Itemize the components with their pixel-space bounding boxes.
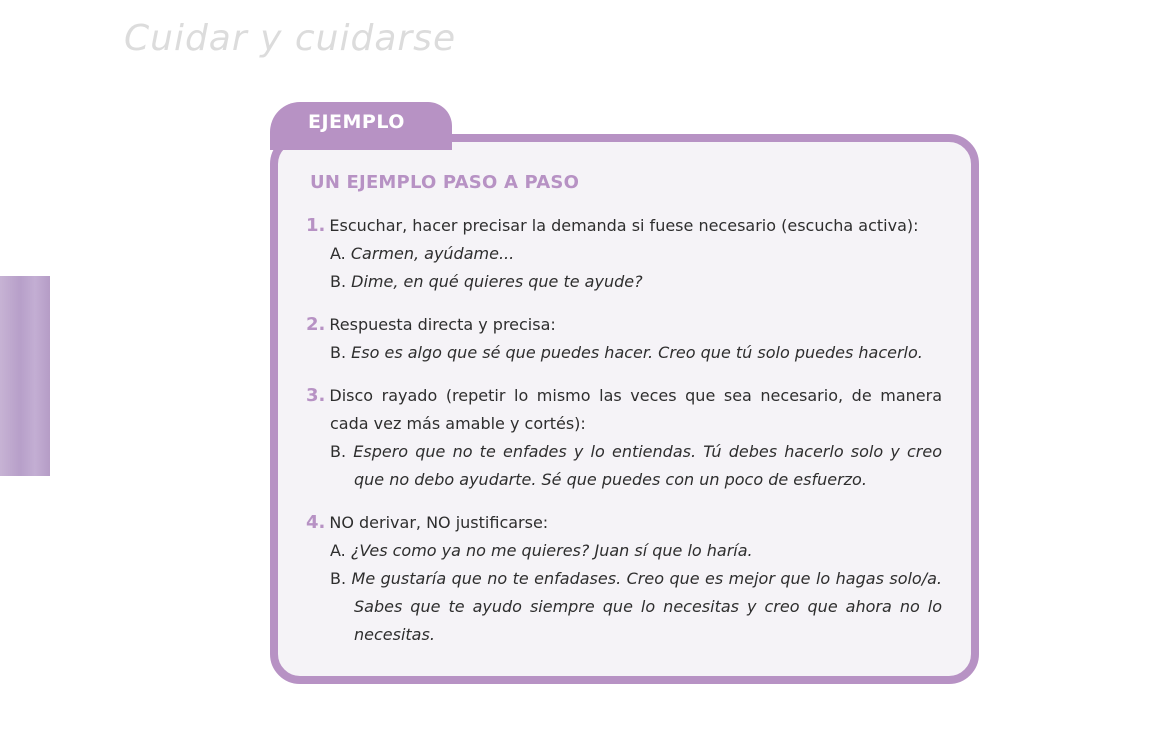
speaker-label: B. bbox=[330, 272, 347, 291]
dialog-text: ¿Ves como ya no me quieres? Juan sí que lo haría. bbox=[350, 541, 753, 560]
step-number: 4. bbox=[306, 512, 326, 533]
dialog-line bbox=[306, 438, 942, 494]
step-item bbox=[306, 382, 942, 494]
step-title: Respuesta directa y precisa: bbox=[329, 315, 556, 334]
dialog-line bbox=[306, 339, 942, 367]
side-page-tab bbox=[0, 276, 50, 664]
dialog-text: Me gustaría que no te enfadases. Creo que es mejor que lo hagas solo/a. Sabes que te ayudo siempre que lo necesitas y creo que ahora no lo necesitas. bbox=[351, 569, 942, 644]
dialog-line bbox=[306, 537, 942, 565]
dialog-text: Carmen, ayúdame... bbox=[350, 244, 515, 263]
dialog-text: Dime, en qué quieres que te ayude? bbox=[351, 272, 643, 291]
page-number: 182 bbox=[10, 646, 39, 664]
dialog-line bbox=[306, 240, 942, 268]
dialog-line bbox=[306, 268, 942, 296]
speaker-label: B. bbox=[330, 442, 347, 461]
step-item bbox=[306, 311, 942, 367]
page-header-title: Cuidar y cuidarse bbox=[124, 18, 457, 59]
dialog-text: Eso es algo que sé que puedes hacer. Creo que tú solo puedes hacerlo. bbox=[351, 343, 923, 362]
step-title: NO derivar, NO justificarse: bbox=[329, 513, 549, 532]
dialog-text: Espero que no te enfades y lo entiendas. Tú debes hacerlo solo y creo que no debo ayudarte. Sé que puedes con un poco de esfuerzo. bbox=[353, 442, 942, 489]
step-title: Escuchar, hacer precisar la demanda si fuese necesario (escucha activa): bbox=[329, 216, 919, 235]
step-title: Disco rayado (repetir lo mismo las veces que sea necesario, de manera cada vez más amable y cortés): bbox=[329, 386, 942, 433]
speaker-label: B. bbox=[330, 569, 347, 588]
example-heading: UN EJEMPLO PASO A PASO bbox=[310, 172, 580, 193]
step-number: 3. bbox=[306, 385, 326, 406]
step-number: 2. bbox=[306, 314, 326, 335]
step-item bbox=[306, 509, 942, 649]
dialog-line bbox=[306, 565, 942, 649]
step-number: 1. bbox=[306, 215, 326, 236]
speaker-label: A. bbox=[330, 541, 346, 560]
speaker-label: B. bbox=[330, 343, 347, 362]
example-tab-label: EJEMPLO bbox=[308, 111, 405, 133]
speaker-label: A. bbox=[330, 244, 346, 263]
step-item bbox=[306, 212, 942, 296]
